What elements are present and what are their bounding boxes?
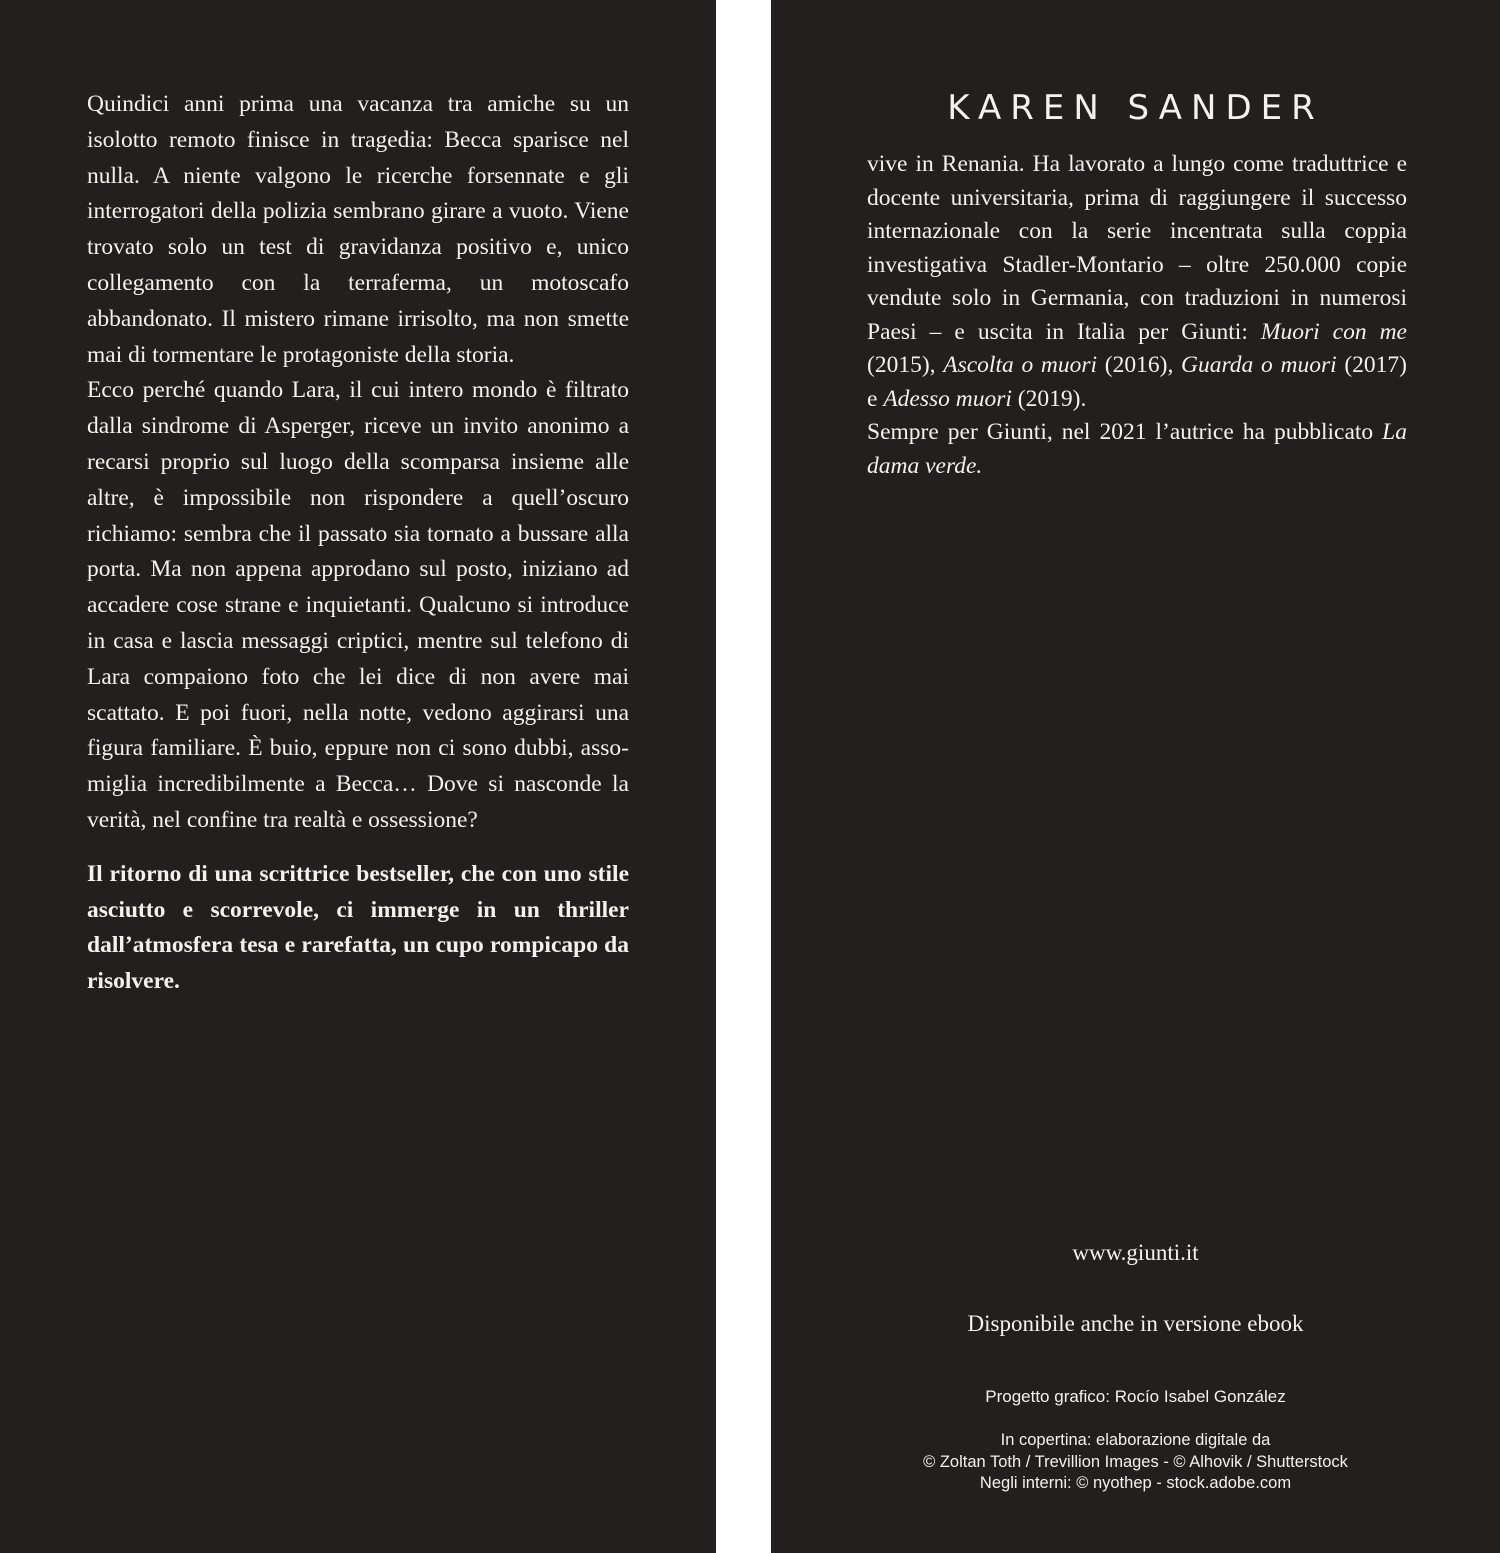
book-title: Guarda o muori bbox=[1181, 352, 1337, 378]
design-credit: Progetto grafico: Rocío Isabel González bbox=[985, 1387, 1286, 1406]
book-year: (2019). bbox=[1011, 385, 1087, 412]
credit-line: In copertina: elaborazione digitale da bbox=[1000, 1431, 1271, 1449]
author-bio bbox=[867, 148, 1407, 483]
synopsis bbox=[87, 87, 629, 1000]
bio-paragraph-1 bbox=[867, 148, 1407, 416]
bio-intro: vive in Renania. Ha lavorato a lungo come traduttrice e docente universitaria, prima di raggiungere il successo internazionale con la serie incentrata sulla coppia investigativa Stadler-Montario – oltre 250.000 copie vendute solo in Germania, con traduzioni in numerosi Paesi – e uscita in Italia per Giunti: bbox=[867, 151, 1407, 345]
publisher-website: www.giunti.it bbox=[1072, 1240, 1199, 1265]
book-year: (2015), bbox=[867, 352, 944, 378]
left-flap bbox=[0, 0, 716, 1553]
book-year: (2017) e bbox=[867, 352, 1407, 412]
cover-credits bbox=[771, 1430, 1500, 1495]
blurb: Il ritorno di una scrittrice bestseller, che con uno stile asciutto e scorrevole, ci immerge in un thriller dall’atmosfera tesa e rarefatta, un cupo rompicapo da risolvere. bbox=[87, 860, 629, 995]
synopsis-paragraph-2: Ecco perché quando Lara, il cui intero mondo è filtrato dalla sindrome di Asperger, riceve un invito anonimo a recarsi proprio sul luogo della scomparsa insieme alle altre, è impossibile non rispondere a quell’oscuro richiamo: sembra che il passato sia tornato a bussare alla porta. Ma non appena approdano sul posto, iniziano ad accadere cose strane e inquietanti. Qualcuno si introduce in casa e lascia messaggi criptici, mentre sul telefono di Lara compaiono foto che lei dice di non avere mai scattato. E poi fuori, nella notte, vedono aggirarsi una figura familiare. È buio, eppure non ci sono dubbi, assomiglia incredibilmente a Becca… Dove si nasconde la verità, nel confine tra realtà e ossessione? bbox=[87, 377, 629, 833]
credit-line: © Zoltan Toth / Trevillion Images - © Alhovik / Shutterstock bbox=[923, 1452, 1348, 1471]
book-title: Muori con me bbox=[1260, 318, 1407, 345]
book-title: Ascolta o muori bbox=[943, 352, 1098, 378]
book-year: (2016), bbox=[1097, 352, 1182, 378]
synopsis-paragraph-1: Quindici anni prima una vacanza tra amiche su un isolotto remoto finisce in tragedia: Becca sparisce nel nulla. A niente valgono le ricerche forsennate e gli interrogatori della polizia sembrano girare a vuoto. Viene trovato solo un test di gravidanza positivo e, unico collegamento con la terraferma, un motoscafo abbandonato. Il mistero rimane irrisolto, ma non smette mai di tormentare le protagoniste della storia. bbox=[87, 91, 629, 368]
book-title: La dama verde. bbox=[867, 419, 1407, 479]
credit-line: Negli interni: © nyothep - stock.adobe.com bbox=[979, 1474, 1292, 1492]
bio-second-intro: Sempre per Giunti, nel 2021 l’autrice ha pubblicato bbox=[867, 419, 1383, 445]
book-title: Adesso muori bbox=[883, 385, 1012, 412]
right-flap bbox=[771, 0, 1500, 1553]
bio-paragraph-2 bbox=[867, 416, 1407, 483]
ebook-note: Disponibile anche in versione ebook bbox=[967, 1311, 1304, 1336]
author-name: KAREN SANDER bbox=[947, 88, 1324, 128]
